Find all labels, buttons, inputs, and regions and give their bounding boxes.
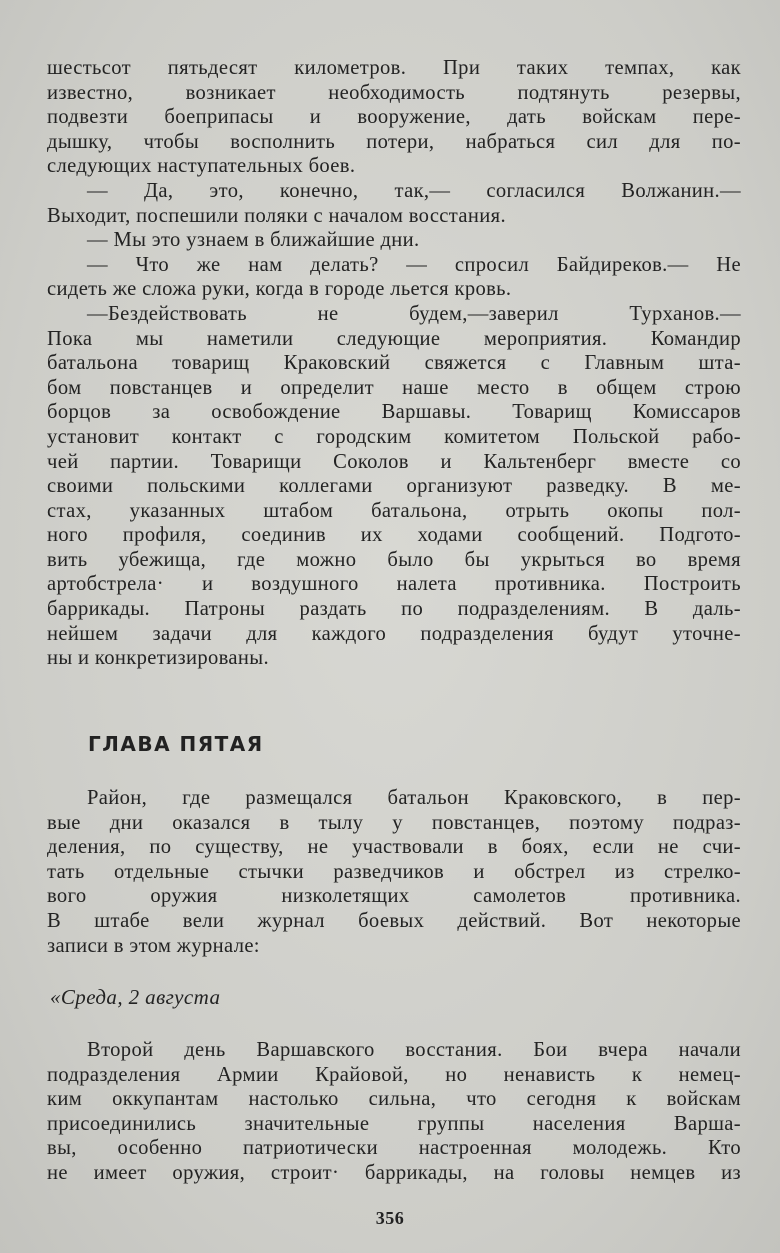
text-line: Район, где размещался батальон Краковского, в пер- — [87, 787, 741, 809]
text-line: записи в этом журнале: — [47, 934, 260, 957]
text-line: присоединились значительные группы населения Варша- — [47, 1112, 741, 1135]
text-line: ны и конкретизированы. — [47, 647, 269, 670]
text-line: следующих наступательных боев. — [47, 155, 356, 178]
text-line: известно, возникает необходимость подтянуть резервы, — [47, 81, 741, 104]
text-line: Пока мы наметили следующие мероприятия. Командир — [47, 327, 741, 350]
text-line: борцов за освобождение Варшавы. Товарищ Комиссаров — [47, 401, 741, 424]
text-line: —Бездействовать не будем,—заверил Турханов.— — [87, 302, 741, 325]
page-number: 356 — [375, 1208, 405, 1228]
chapter-heading: ГЛАВА ПЯТАЯ — [88, 732, 264, 756]
text-line: вы, особенно патриотически настроенная молодежь. Кто — [47, 1137, 741, 1160]
text-block-chapter-intro — [47, 786, 741, 958]
text-line: баррикады. Патроны раздать по подразделениям. В даль- — [47, 598, 741, 621]
text-line: Выходит, поспешили поляки с началом восстания. — [47, 204, 506, 227]
text-line: шестьсот пятьдесят километров. При таких темпах, как — [47, 57, 741, 79]
text-line: нейшем задачи для каждого подразделения будут уточне- — [47, 622, 741, 645]
text-line: подвезти боеприпасы и вооружение, дать войскам пере- — [47, 106, 741, 129]
text-line: сидеть же сложа руки, когда в городе льется кровь. — [47, 278, 512, 301]
text-block-journal-entry — [47, 1038, 741, 1186]
text-line: — Мы это узнаем в ближайшие дни. — [87, 229, 420, 252]
text-line: деления, по существу, не участвовали в боях, если не счи- — [47, 836, 741, 859]
text-line: бом повстанцев и определит наше место в общем строю — [47, 376, 741, 399]
text-block-dialogue — [47, 56, 741, 671]
text-line: чей партии. Товарищи Соколов и Кальтенберг вместе со — [47, 450, 741, 473]
text-line: вить убежища, где можно было бы укрыться во время — [47, 548, 741, 571]
text-line: вые дни оказался в тылу у повстанцев, поэтому подраз- — [47, 811, 741, 834]
text-line: — Да, это, конечно, так,— согласился Волжанин.— — [87, 179, 741, 202]
text-line: артобстрела· и воздушного налета противника. Построить — [47, 573, 741, 596]
text-line: ного профиля, соединив их ходами сообщений. Подгото- — [47, 524, 741, 547]
text-line: установит контакт с городским комитетом Польской рабо- — [47, 425, 741, 448]
text-line: Второй день Варшавского восстания. Бои вчера начали — [87, 1039, 741, 1061]
text-line: не имеет оружия, строит· баррикады, на головы немцев из — [47, 1161, 741, 1184]
text-line: — Что же нам делать? — спросил Байдиреков.— Не — [87, 253, 741, 276]
text-line: дышку, чтобы восполнить потери, набраться сил для по- — [47, 130, 741, 153]
text-line: батальона товарищ Краковский свяжется с Главным шта- — [47, 352, 741, 375]
text-line: вого оружия низколетящих самолетов противника. — [47, 885, 741, 908]
text-line: тать отдельные стычки разведчиков и обстрел из стрелко- — [47, 860, 741, 883]
journal-dateline: «Среда, 2 августа — [50, 985, 221, 1009]
text-line: ким оккупантам настолько сильна, что сегодня к войскам — [47, 1088, 741, 1111]
text-line: стах, указанных штабом батальона, отрыть окопы пол- — [47, 499, 741, 522]
text-line: своими польскими коллегами организуют разведку. В ме- — [47, 475, 741, 498]
text-line: подразделения Армии Крайовой, но ненависть к немец- — [47, 1063, 741, 1086]
text-line: В штабе вели журнал боевых действий. Вот некоторые — [47, 909, 741, 932]
